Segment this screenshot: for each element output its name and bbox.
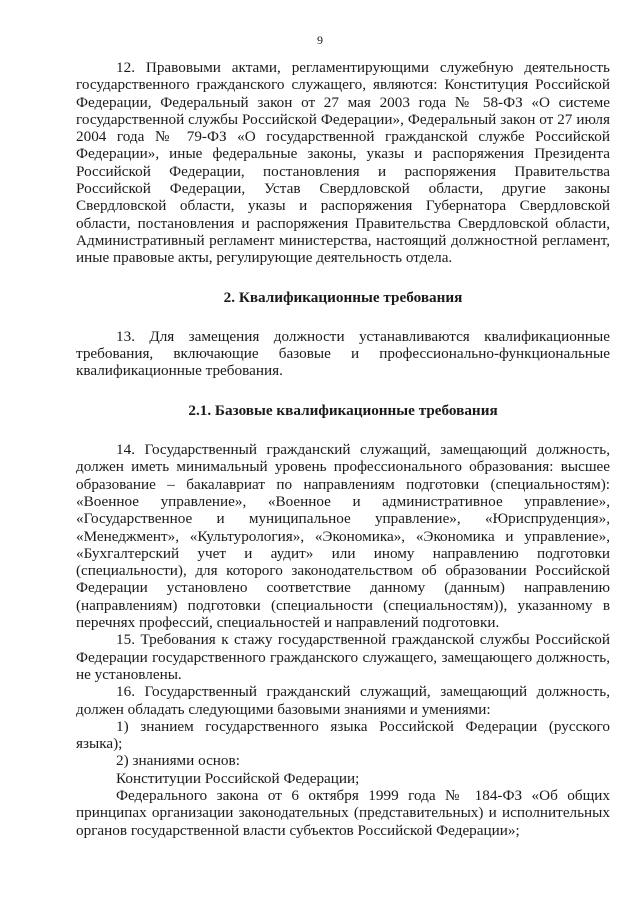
paragraph-15: 15. Требования к стажу государственной гражданской службы Российской Федерации государственного гражданского служащего, замещающего должность, не установлены. — [76, 631, 610, 683]
section-heading-2-1: 2.1. Базовые квалификационные требования — [188, 401, 498, 419]
list-item-2: 2) знаниями основ: — [116, 752, 240, 770]
paragraph-13: 13. Для замещения должности устанавливаются квалификационные требования, включающие базовые и профессионально-функциональные квалификационные требования. — [76, 327, 610, 380]
paragraph-14: 14. Государственный гражданский служащий, замещающий должность, должен иметь минимальный уровень профессионального образования: высшее образование – бакалавриат по направлениям подготовки (специальностям): «Военное управление», «Военное и административное управление», «Государственное и муниципальное управление», «Юриспруденция», «Менеджмент», «Культурология», «Экономика», «Экономика и управление», «Бухгалтерский учет и аудит» или иному направлению подготовки (специальности), для которого законодательством об образовании Российской Федерации установлено соответствие данному (данным) направлению (направлениям) подготовки (специальности (специальностям)), указанному в перечнях профессий, специальностей и направлений подготовки. — [76, 441, 610, 632]
page-number: 9 — [317, 33, 323, 47]
section-heading-2: 2. Квалификационные требования — [223, 288, 463, 306]
list-item-fz-184: Федерального закона от 6 октября 1999 года № 184-ФЗ «Об общих принципах организации законодательных (представительных) и исполнительных органов государственной власти субъектов Российской Федерации»; — [76, 786, 610, 839]
document-body — [76, 59, 610, 839]
list-item-constitution: Конституции Российской Федерации; — [116, 769, 360, 787]
paragraph-12: 12. Правовыми актами, регламентирующими служебную деятельность государственного гражданского служащего, являются: Конституция Российской Федерации, Федеральный закон от 27 мая 2003 года № 58-ФЗ «О системе государственной службы Российской Федерации», Федеральный закон от 27 июля 2004 года № 79-ФЗ «О государственной гражданской службе Российской Федерации», иные федеральные законы, указы и распоряжения Президента Российской Федерации, постановления и распоряжения Правительства Российской Федерации, Устав Свердловской области, другие законы Свердловской области, указы и распоряжения Губернатора Свердловской области, постановления и распоряжения Правительства Свердловской области, Административный регламент министерства, настоящий должностной регламент, иные правовые акты, регулирующие деятельность отдела. — [76, 59, 610, 267]
list-item-1: 1) знанием государственного языка Российской Федерации (русского языка); — [76, 717, 610, 753]
paragraph-16: 16. Государственный гражданский служащий, замещающий должность, должен обладать следующими базовыми знаниями и умениями: — [76, 683, 610, 718]
